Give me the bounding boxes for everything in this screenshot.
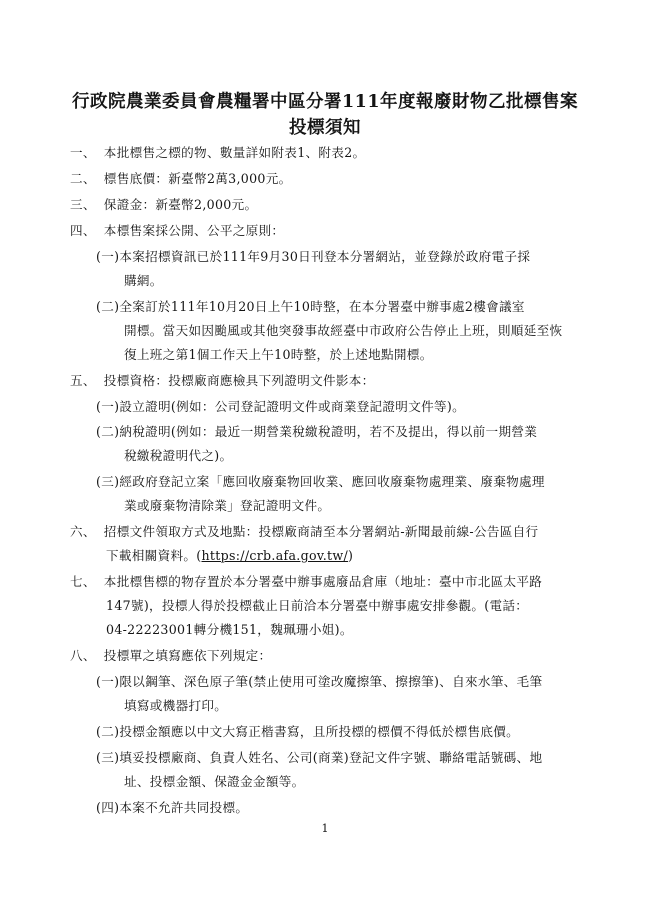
item-6-line-2-suffix: )	[348, 548, 354, 563]
item-4-text: 本標售案採公開、公平之原則：	[103, 223, 285, 238]
item-8	[70, 648, 271, 664]
item-4-number: 四、	[70, 223, 96, 238]
item-6-line-2-prefix: 下載相關資料。(	[106, 548, 202, 563]
item-8-sub-1-line-2: 填寫或機器打印。	[124, 698, 228, 713]
item-2	[70, 171, 292, 187]
item-4-sub-1-line-2: 購網。	[124, 273, 163, 288]
item-5	[70, 373, 375, 389]
item-4	[70, 223, 284, 239]
item-8-text: 投標單之填寫應依下列規定：	[103, 648, 272, 663]
item-5-sub-2-line-1: (二)納稅證明(例如：最近一期營業稅繳稅證明，若不及提出，得以前一期營業	[96, 424, 538, 439]
item-8-sub-3-line-2: 址、投標金額、保證金金額等。	[124, 774, 305, 789]
item-3-text: 保證金：新臺幣2,000元。	[103, 197, 258, 212]
item-1	[70, 145, 365, 161]
item-7-text: 本批標售標的物存置於本分署臺中辦事處廢品倉庫（地址：臺中市北區太平路	[103, 574, 543, 589]
item-8-sub-1-line-1: (一)限以鋼筆、深色原子筆(禁止使用可塗改魔擦筆、擦擦筆)、自來水筆、毛筆	[96, 674, 543, 689]
document-title: 行政院農業委員會農糧署中區分署111年度報廢財物乙批標售案	[71, 92, 579, 112]
page-number: 1	[321, 822, 329, 835]
document-subtitle: 投標須知	[289, 118, 361, 138]
item-2-text: 標售底價：新臺幣2萬3,000元。	[103, 171, 292, 186]
item-6	[70, 524, 538, 540]
item-8-sub-4: (四)本案不允許共同投標。	[96, 800, 249, 815]
item-5-number: 五、	[70, 373, 96, 388]
item-5-sub-3-line-2: 業或廢棄物清除業」登記證明文件。	[124, 498, 331, 513]
item-7-number: 七、	[70, 574, 96, 589]
item-7-line-2: 147號)，投標人得於投標截止日前洽本分署臺中辦事處安排參觀。(電話：	[106, 598, 529, 613]
item-1-text: 本批標售之標的物、數量詳如附表1、附表2。	[103, 145, 366, 160]
item-3-number: 三、	[70, 197, 96, 212]
item-7-line-3: 04-22223001轉分機151，魏珮珊小姐)。	[106, 622, 353, 637]
item-7	[70, 574, 542, 590]
item-5-sub-3-line-1: (三)經政府登記立案「應回收廢棄物回收業、應回收廢棄物處理業、廢棄物處理	[96, 474, 545, 489]
item-4-sub-2-line-3: 復上班之第1個工作天上午10時整，於上述地點開標。	[124, 347, 433, 362]
item-8-sub-2: (二)投標金額應以中文大寫正楷書寫，且所投標的標價不得低於標售底價。	[96, 724, 520, 739]
item-6-line-2	[106, 548, 353, 564]
item-2-number: 二、	[70, 171, 96, 186]
item-5-sub-1: (一)設立證明(例如：公司登記證明文件或商業登記證明文件等)。	[96, 399, 465, 414]
website-link[interactable]: https://crb.afa.gov.tw/	[201, 548, 349, 563]
item-8-number: 八、	[70, 648, 96, 663]
item-4-sub-2-line-1: (二)全案訂於111年10月20日上午10時整，在本分署臺中辦事處2樓會議室	[96, 299, 525, 314]
item-4-sub-1-line-1: (一)本案招標資訊已於111年9月30日刊登本分署網站，並登錄於政府電子採	[96, 249, 531, 264]
item-4-sub-2-line-2: 開標。當天如因颱風或其他突發事故經臺中市政府公告停止上班，則順延至恢	[124, 323, 563, 338]
item-8-sub-3-line-1: (三)填妥投標廠商、負責人姓名、公司(商業)登記文件字號、聯絡電話號碼、地	[96, 750, 543, 765]
item-5-sub-2-line-2: 稅繳稅證明代之)。	[124, 448, 233, 463]
item-6-number: 六、	[70, 524, 96, 539]
item-5-text: 投標資格：投標廠商應檢具下列證明文件影本：	[103, 373, 375, 388]
item-6-text: 招標文件領取方式及地點：投標廠商請至本分署網站-新聞最前線-公告區自行	[103, 524, 539, 539]
item-3	[70, 197, 257, 213]
item-1-number: 一、	[70, 145, 96, 160]
